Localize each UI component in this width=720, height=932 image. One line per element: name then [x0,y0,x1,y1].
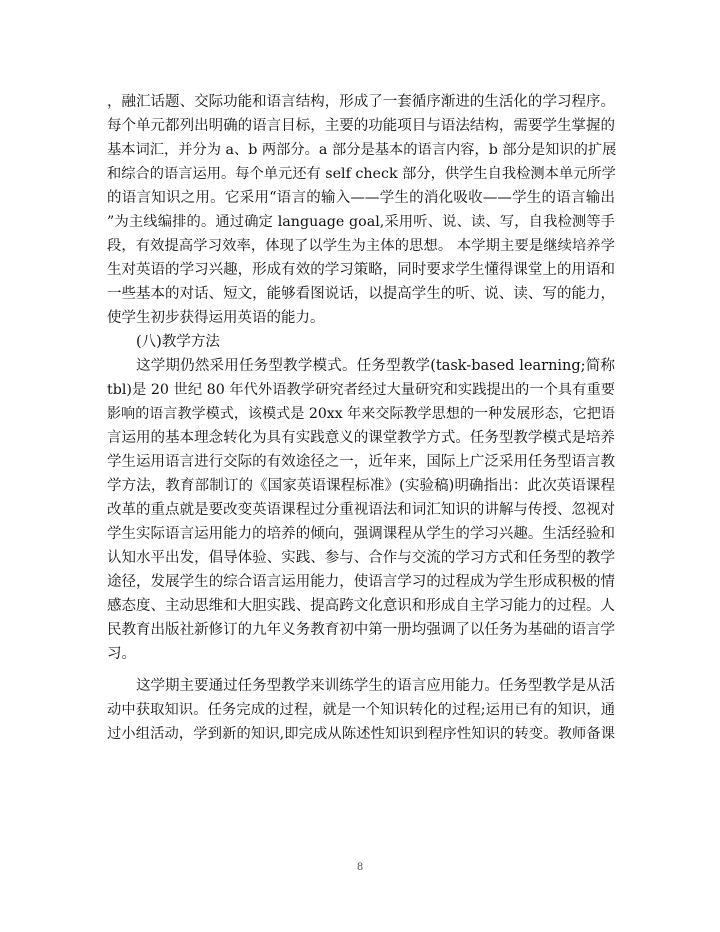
paragraph-1 [107,90,615,330]
page-number: 8 [356,862,364,873]
text-line: 这学期主要通过任务型教学来训练学生的语言应用能力。任务型教学是从活 [136,678,615,694]
text-line: 言运用的基本理念转化为具有实践意义的课堂教学方式。任务型教学模式是培养 [107,430,615,446]
text-line: 学生运用语言进行交际的有效途径之一，近年来，国际上广泛采用任务型语言教 [107,454,615,470]
section-heading: (八)教学方法 [136,334,220,350]
text-line: ”为主线编排的。通过确定 language goal,采用听、说、读、写，自我检测等手 [107,214,615,230]
text-line: 学方法，教育部制订的《国家英语课程标准》(实验稿)明确指出：此次英语课程 [107,478,615,494]
paragraph-3 [107,674,615,746]
text-line: 这学期仍然采用任务型教学模式。任务型教学(task-based learning;简称 [136,358,615,374]
text-line: 段，有效提高学习效率，体现了以学生为主体的思想。 本学期主要是继续培养学 [107,238,616,254]
text-line: 认知水平出发，倡导体验、实践、参与、合作与交流的学习方式和任务型的教学 [107,550,615,566]
paragraph-2 [107,354,615,666]
text-line: 过小组活动，学到新的知识,即完成从陈述性知识到程序性知识的转变。教师备课 [107,726,615,742]
text-line: ，融汇话题、交际功能和语言结构，形成了一套循序渐进的生活化的学习程序。 [107,94,615,110]
paragraph-gap [107,666,615,674]
document-body [107,90,615,746]
text-line: 途径，发展学生的综合语言运用能力，使语言学习的过程成为学生形成积极的情 [107,574,615,590]
text-line: 使学生初步获得运用英语的能力。 [107,310,325,326]
text-line: 学生实际语言运用能力的培养的倾向，强调课程从学生的学习兴趣。生活经验和 [107,526,615,542]
text-line: 民教育出版社新修订的九年义务教育初中第一册均强调了以任务为基础的语言学 [107,622,615,638]
text-line: 改革的重点就是要改变英语课程过分重视语法和词汇知识的讲解与传授、忽视对 [107,502,615,518]
text-line: 动中获取知识。任务完成的过程，就是一个知识转化的过程;运用已有的知识，通 [107,702,615,718]
text-line: 每个单元都列出明确的语言目标，主要的功能项目与语法结构，需要学生掌握的 [107,118,615,134]
text-line: 和综合的语言运用。每个单元还有 self check 部分，供学生自我检测本单元所学 [107,166,616,182]
text-line: 习。 [107,646,136,662]
text-line: 生对英语的学习兴趣，形成有效的学习策略，同时要求学生懂得课堂上的用语和 [107,262,615,278]
text-line: tbl)是 20 世纪 80 年代外语教学研究者经过大量研究和实践提出的一个具有重要 [107,382,615,398]
text-line: 基本词汇，并分为 a、b 两部分。a 部分是基本的语言内容，b 部分是知识的扩展 [107,142,617,158]
text-line: 感态度、主动思维和大胆实践、提高跨文化意识和形成自主学习能力的过程。人 [107,598,615,614]
text-line: 的语言知识之用。它采用“语言的输入——学生的消化吸收——学生的语言输出 [107,190,615,206]
text-line: 一些基本的对话、短文，能够看图说话，以提高学生的听、说、读、写的能力， [107,286,615,302]
text-line: 影响的语言教学模式，该模式是 20xx 年来交际教学思想的一种发展形态，它把语 [107,406,615,422]
